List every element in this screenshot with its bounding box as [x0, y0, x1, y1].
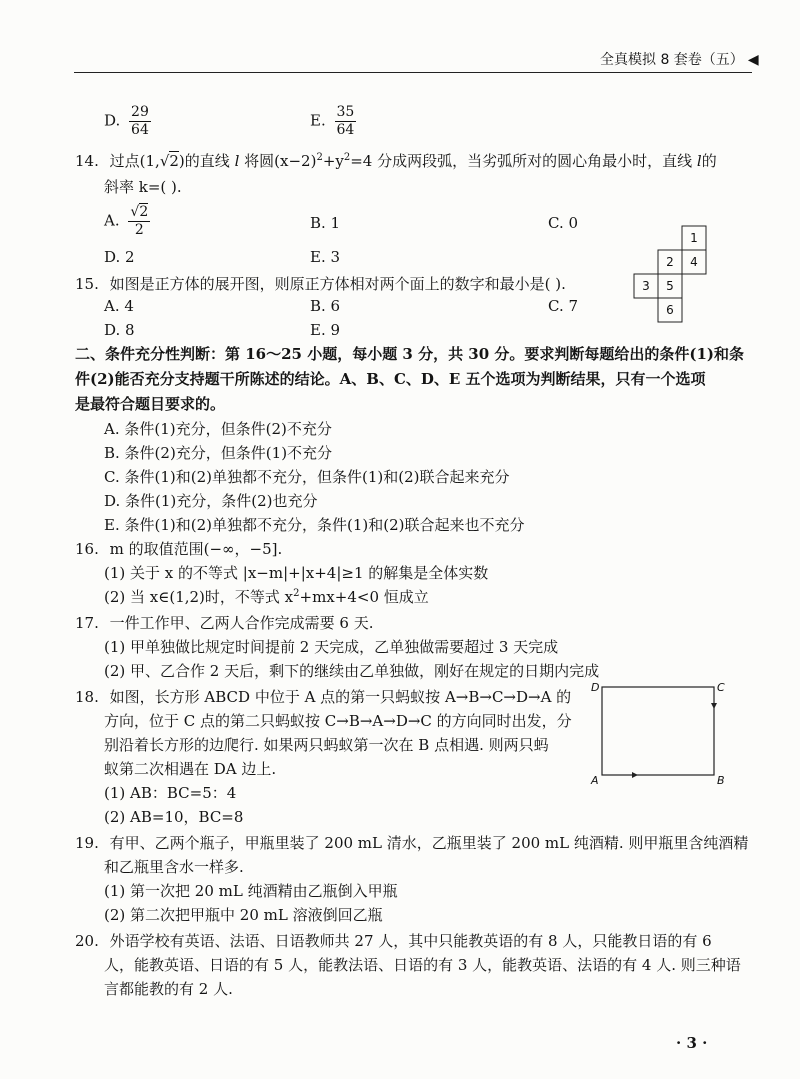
- q14-stem-line1: 14. 过点(1,√2)的直线 l 将圆$(x-2)^2+y^2=4$ 分成两段弧，当劣弧所对的圆心角最小时，直线 l的: [75, 152, 717, 170]
- denominator: 64: [131, 122, 149, 138]
- q18-text: 如图，长方形 ABCD 中位于 A 点的第一只蚂蚁按 A→B→C→D→A 的: [109, 688, 572, 706]
- section2-choice-b: B. 条件(2)充分，但条件(1)不充分: [104, 444, 333, 462]
- section2-choice-c: C. 条件(1)和(2)单独都不充分，但条件(1)和(2)联合起来充分: [104, 468, 510, 486]
- q16-condition-2: [104, 586, 429, 607]
- option-label: D.: [104, 111, 121, 130]
- numerator: √2: [130, 204, 149, 220]
- q17-text: 一件工作甲、乙两人合作完成需要 6 天.: [109, 614, 374, 632]
- q14-text: )的直线: [178, 152, 230, 170]
- q17-condition-2: (2) 甲、乙合作 2 天后，剩下的继续由乙单独做，刚好在规定的日期内完成: [104, 662, 600, 680]
- question-number: 20.: [75, 932, 99, 950]
- fraction: [128, 204, 150, 239]
- fraction: [335, 104, 357, 139]
- q19-condition-1: (1) 第一次把 20 mL 纯酒精由乙瓶倒入甲瓶: [104, 882, 398, 900]
- q14-stem-line2: 斜率 k=( ).: [104, 178, 182, 196]
- page-number: · 3 ·: [676, 1034, 708, 1052]
- q18-stem-line3: 别沿着长方形的边爬行. 如果两只蚂蚁第一次在 B 点相遇. 则两只蚂: [104, 736, 549, 754]
- exponent: 2: [316, 152, 323, 163]
- rectangle-figure: [585, 676, 733, 788]
- page-header: [600, 49, 759, 69]
- q15-option-d: D. 8: [104, 321, 135, 339]
- sqrt-arg: 2: [169, 152, 179, 170]
- q14-option-a: [104, 204, 150, 239]
- question-number: 14.: [75, 152, 99, 170]
- section2-choice-d: D. 条件(1)充分，条件(2)也充分: [104, 492, 318, 510]
- header-rule: [74, 72, 752, 73]
- fraction: [129, 104, 151, 139]
- q16-text: (2) 当 x∈(1,2)时，不等式 x: [104, 588, 294, 606]
- cube-face-6: 6: [666, 303, 674, 317]
- section2-line3: 是最符合题目要求的。: [75, 395, 226, 413]
- question-number: 19.: [75, 834, 99, 852]
- q18-condition-1: (1) AB：BC=5：4: [104, 784, 237, 802]
- q19-stem-line2: 和乙瓶里含水一样多.: [104, 858, 244, 876]
- label-d: D: [591, 681, 600, 694]
- var-l: l: [234, 152, 240, 170]
- label-c: C: [717, 681, 725, 694]
- denominator: 64: [336, 122, 355, 138]
- cube-net-figure: [620, 222, 720, 330]
- exponent: 2: [293, 588, 300, 599]
- q16-stem: [75, 538, 282, 559]
- q14-option-e: E. 3: [310, 248, 341, 266]
- q14-text: 的: [701, 152, 717, 170]
- q15-option-a: A. 4: [104, 297, 134, 315]
- q16-text: m 的取值范围(−∞，−5].: [109, 540, 283, 558]
- q17-stem: [75, 612, 374, 633]
- cube-face-3: 3: [642, 279, 650, 293]
- q20-stem-line3: 言都能教的有 2 人.: [104, 980, 233, 998]
- q18-stem-line4: 蚁第二次相遇在 DA 边上.: [104, 760, 277, 778]
- q19-stem-line1: [75, 832, 748, 853]
- cube-face-4: 4: [690, 255, 698, 269]
- sqrt-arg: 2: [139, 204, 149, 220]
- q14-text: +y: [322, 152, 344, 170]
- arrow-cb-icon: [711, 703, 717, 709]
- q15-option-b: B. 6: [310, 297, 341, 315]
- q20-stem-line1: [75, 930, 712, 951]
- q18-stem-line2: 方向，位于 C 点的第二只蚂蚁按 C→B→A→D→C 的方向同时出发，分: [104, 712, 572, 730]
- q19-condition-2: (2) 第二次把甲瓶中 20 mL 溶液倒回乙瓶: [104, 906, 383, 924]
- q15-option-e: E. 9: [310, 321, 341, 339]
- section2-choice-a: A. 条件(1)充分，但条件(2)不充分: [104, 420, 332, 438]
- section2-line1: 二、条件充分性判断：第 16～25 小题，每小题 3 分，共 30 分。要求判断每题给出的条件(1)和条: [75, 345, 745, 363]
- q18-condition-2: (2) AB=10，BC=8: [104, 808, 244, 826]
- q13-option-e: [310, 104, 356, 139]
- option-label: E.: [310, 111, 326, 130]
- cube-face-5: 5: [666, 279, 674, 293]
- option-label: A.: [104, 211, 120, 230]
- numerator: 29: [131, 104, 149, 120]
- question-number: 16.: [75, 540, 99, 558]
- q14-text: 将圆(x−2): [244, 152, 317, 170]
- q17-condition-1: (1) 甲单独做比规定时间提前 2 天完成，乙单独做需要超过 3 天完成: [104, 638, 559, 656]
- q15-option-c: C. 7: [548, 297, 579, 315]
- q15-text: 如图是正方体的展开图，则原正方体相对两个面上的数字和最小是( ).: [109, 275, 566, 293]
- q15-stem: [75, 273, 566, 294]
- q14-option-d: D. 2: [104, 248, 135, 266]
- label-a: A: [591, 774, 599, 787]
- cube-face-1: 1: [690, 231, 698, 245]
- exponent: 2: [343, 152, 351, 163]
- q14-text: =4 分成两段弧，当劣弧所对的圆心角最小时，直线: [350, 152, 693, 170]
- q13-option-d: [104, 104, 151, 139]
- section2-line2: 件(2)能否充分支持题干所陈述的结论。A、B、C、D、E 五个选项为判断结果，只有一个选项: [75, 370, 706, 388]
- question-number: 18.: [75, 688, 99, 706]
- arrow-ab-icon: [632, 772, 638, 778]
- q18-stem-line1: [75, 686, 571, 707]
- question-number: 17.: [75, 614, 99, 632]
- q20-stem-line2: 人，能教英语、日语的有 5 人，能教法语、日语的有 3 人，能教英语、法语的有 4 人. 则三种语: [104, 956, 741, 974]
- header-marker-icon: ◀: [747, 52, 759, 68]
- q19-text: 有甲、乙两个瓶子，甲瓶里装了 200 mL 清水，乙瓶里装了 200 mL 纯酒精. 则甲瓶里含纯酒精: [109, 834, 749, 852]
- label-b: B: [717, 774, 725, 787]
- q16-text: +mx+4<0 恒成立: [299, 588, 429, 606]
- q14-option-c: C. 0: [548, 214, 579, 232]
- q16-condition-1: (1) 关于 x 的不等式 |x−m|+|x+4|≥1 的解集是全体实数: [104, 564, 489, 582]
- q14-option-b: B. 1: [310, 214, 341, 232]
- q20-text: 外语学校有英语、法语、日语教师共 27 人，其中只能教英语的有 8 人，只能教日语的有 6: [109, 932, 712, 950]
- rectangle-abcd: [602, 687, 714, 775]
- header-title: 全真模拟 8 套卷（五）: [600, 52, 744, 68]
- q14-text: 过点(1,: [109, 152, 160, 170]
- question-number: 15.: [75, 275, 99, 293]
- var-l: l: [696, 152, 702, 170]
- denominator: 2: [134, 222, 144, 238]
- numerator: 35: [336, 104, 355, 120]
- section2-choice-e: E. 条件(1)和(2)单独都不充分，条件(1)和(2)联合起来也不充分: [104, 516, 525, 534]
- cube-face-2: 2: [666, 255, 674, 269]
